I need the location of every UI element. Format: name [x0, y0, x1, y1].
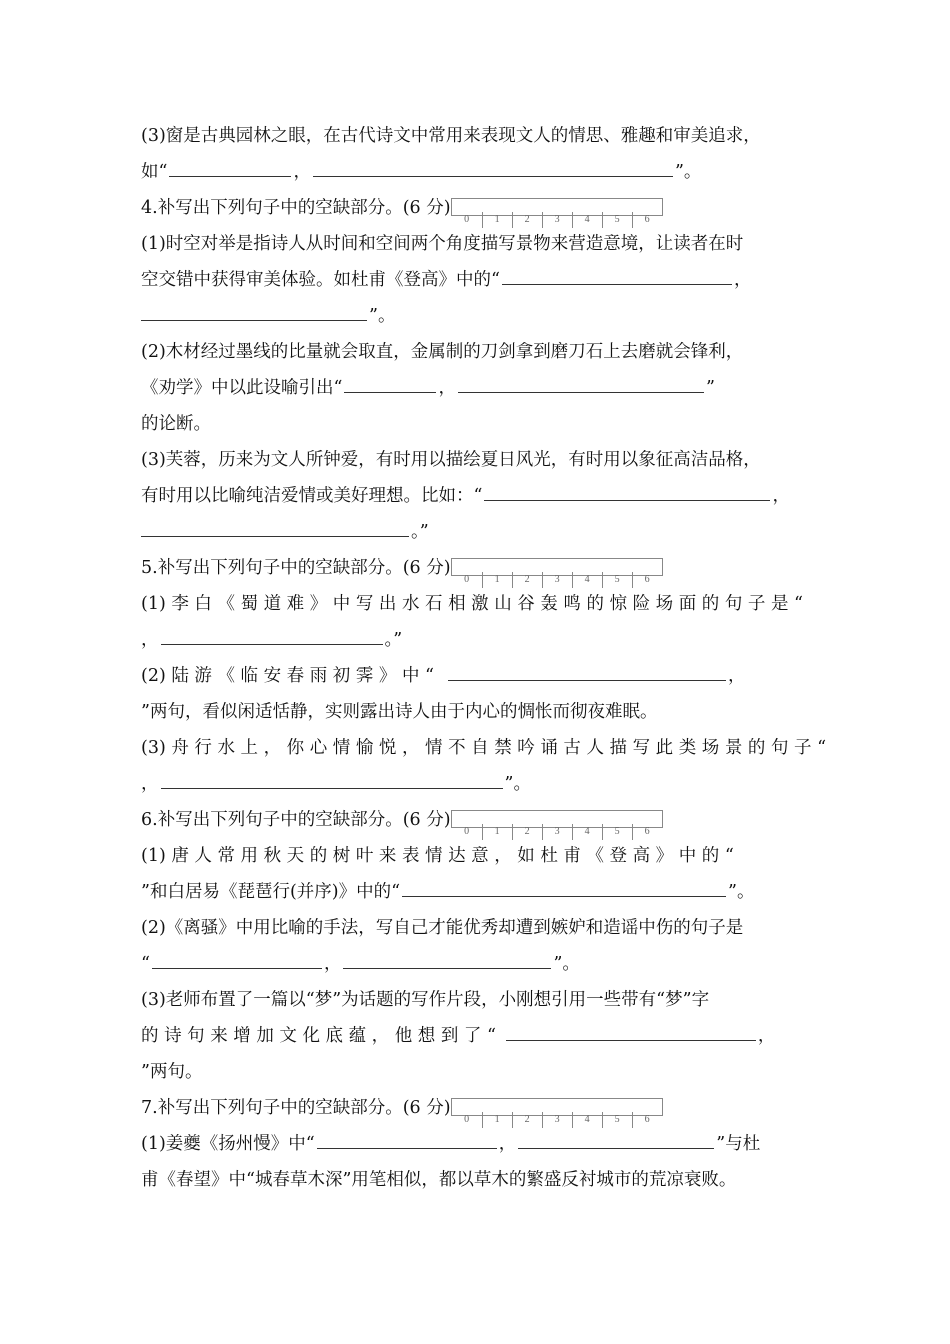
q4-3-line2: 有时用以比喻纯洁爱情或美好理想。比如：“ ，	[141, 478, 811, 514]
answer-blank[interactable]	[458, 370, 704, 393]
q5-title: 5.补写出下列句子中的空缺部分。(6 分)0 1 2 3 4 5 6	[141, 550, 811, 586]
answer-blank[interactable]	[141, 298, 367, 321]
answer-blank[interactable]	[502, 262, 732, 285]
answer-blank[interactable]	[169, 154, 291, 177]
q5-3-line1: (3) 舟 行 水 上 ， 你 心 情 愉 悦 ， 情 不 自 禁 吟 诵 古 人 描 写 此 类 场 景 的 句 子 “	[141, 738, 827, 758]
score-boxes: 0 1 2 3 4 5 6	[451, 198, 663, 216]
q4-3-line3: 。”	[141, 514, 811, 550]
q7-title: 7.补写出下列句子中的空缺部分。(6 分)0 1 2 3 4 5 6	[141, 1090, 811, 1126]
q6-1-line1: (1) 唐 人 常 用 秋 天 的 树 叶 来 表 情 达 意 ， 如 杜 甫 《 登 高 》 中 的 “	[141, 846, 734, 866]
q5-2-line2: ”两句，看似闲适恬静，实则露出诗人由于内心的惆怅而彻夜难眠。	[141, 702, 658, 722]
answer-blank[interactable]	[518, 1126, 714, 1149]
q6-3-line2: 的 诗 句 来 增 加 文 化 底 蕴 ， 他 想 到 了 “ ，	[141, 1018, 811, 1054]
q4-3-line1: (3)芙蓉，历来为文人所钟爱，有时用以描绘夏日风光，有时用以象征高洁品格，	[141, 450, 761, 470]
q5-3-line2: ， ”。	[141, 766, 811, 802]
q5-1-line1: (1) 李 白 《 蜀 道 难 》 中 写 出 水 石 相 激 山 谷 轰 鸣 的 惊 险 场 面 的 句 子 是 “	[141, 594, 803, 614]
answer-blank[interactable]	[484, 478, 770, 501]
score-boxes: 0 1 2 3 4 5 6	[451, 1098, 663, 1116]
answer-blank[interactable]	[506, 1018, 756, 1041]
answer-blank[interactable]	[152, 946, 322, 969]
q6-2-line2: “ ， ”。	[141, 946, 811, 982]
q4-2-line3: 的论断。	[141, 414, 211, 434]
answer-blank[interactable]	[313, 154, 673, 177]
answer-blank[interactable]	[344, 370, 436, 393]
q3-3-line2: 如“ ， ”。	[141, 154, 811, 190]
q7-1-line2: 甫《春望》中“城春草木深”用笔相似，都以草木的繁盛反衬城市的荒凉衰败。	[141, 1170, 737, 1190]
q4-title: 4.补写出下列句子中的空缺部分。(6 分)0 1 2 3 4 5 6	[141, 190, 811, 226]
q5-1-line2: ， 。”	[141, 622, 811, 658]
q7-1-line1: (1)姜夔《扬州慢》中“ ， ”与杜	[141, 1126, 811, 1162]
q4-1-line1: (1)时空对举是指诗人从时间和空间两个角度描写景物来营造意境，让读者在时	[141, 234, 744, 254]
q6-3-line1: (3)老师布置了一篇以“梦”为话题的写作片段，小刚想引用一些带有“梦”字	[141, 990, 710, 1010]
q6-2-line1: (2)《离骚》中用比喻的手法，写自己才能优秀却遭到嫉妒和造谣中伤的句子是	[141, 918, 744, 938]
q6-title: 6.补写出下列句子中的空缺部分。(6 分)0 1 2 3 4 5 6	[141, 802, 811, 838]
q6-3-line3: ”两句。	[141, 1062, 203, 1082]
score-boxes: 0 1 2 3 4 5 6	[451, 810, 663, 828]
score-boxes: 0 1 2 3 4 5 6	[451, 558, 663, 576]
answer-blank[interactable]	[448, 658, 726, 681]
q4-1-line2: 空交错中获得审美体验。如杜甫《登高》中的“ ，	[141, 262, 811, 298]
answer-blank[interactable]	[317, 1126, 497, 1149]
worksheet-page	[141, 118, 827, 1198]
answer-blank[interactable]	[161, 766, 503, 789]
q4-2-line1: (2)木材经过墨线的比量就会取直，金属制的刀剑拿到磨刀石上去磨就会锋利，	[141, 342, 744, 362]
q4-2-line2: 《劝学》中以此设喻引出“ ， ”	[141, 370, 811, 406]
answer-blank[interactable]	[402, 874, 726, 897]
answer-blank[interactable]	[343, 946, 551, 969]
q6-1-line2: ”和白居易《琵琶行(并序)》中的“ ”。	[141, 874, 811, 910]
q3-3-line1: (3)窗是古典园林之眼，在古代诗文中常用来表现文人的情思、雅趣和审美追求，	[141, 126, 761, 146]
answer-blank[interactable]	[141, 514, 409, 537]
q4-1-line3: ”。	[141, 298, 811, 334]
q5-2-line1: (2) 陆 游 《 临 安 春 雨 初 霁 》 中 “ ，	[141, 658, 811, 694]
answer-blank[interactable]	[161, 622, 383, 645]
